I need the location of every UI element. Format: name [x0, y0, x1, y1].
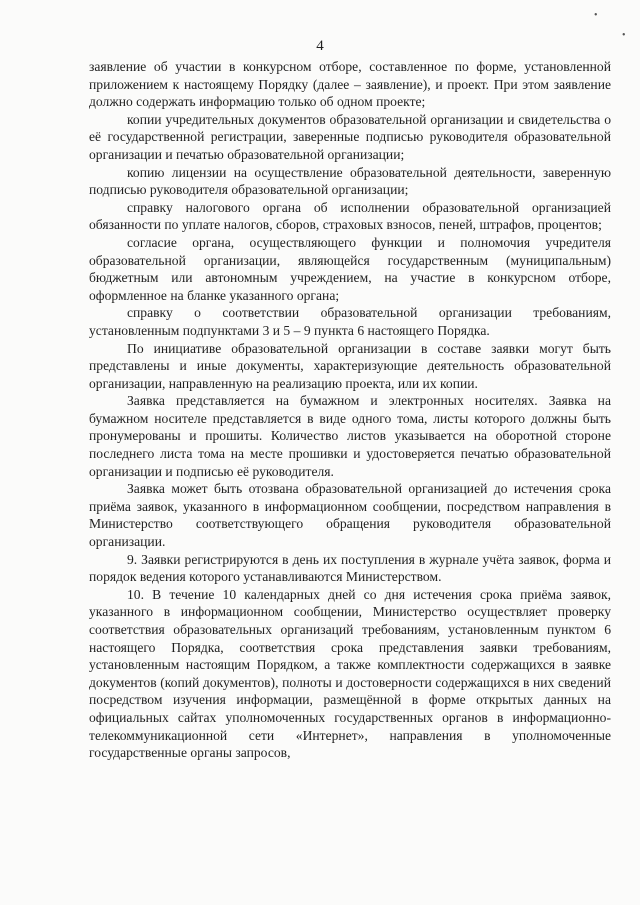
paragraph-section-9: 9. Заявки регистрируются в день их поступления в журнале учёта заявок, форма и порядок ведения которого устанавливаются Министерством. [89, 551, 611, 585]
paragraph-withdrawal: Заявка может быть отозвана образовательной организацией до истечения срока приёма заявок, указанного в информационном сообщении, посредством направления в Министерство соответствующего обращения руководителя образовательной организации. [89, 481, 611, 550]
scan-speck: • [622, 30, 626, 41]
paragraph-section-10: 10. В течение 10 календарных дней со дня истечения срока приёма заявок, указанного в информационном сообщении, Министерство осуществляет проверку соответствия образовательных организаций требованиям, установленным пунктом 6 настоящего Порядка, соответствия срока представления заявки требованиям, установленным настоящим Порядком, а также комплектности содержащихся в заявке документов (копий документов), полноты и достоверности содержащихся в них сведений посредством изучения информации, размещённой в форме открытых данных на официальных сайтах уполномоченных государственных органов в информационно-телекоммуникационной сети «Интернет», направления в уполномоченные государственные органы запросов, [89, 586, 611, 761]
paragraph-tax-certificate: справку налогового органа об исполнении образовательной организацией обязанности по уплате налогов, сборов, страховых взносов, пеней, штрафов, процентов; [89, 199, 611, 233]
paragraph-paper-media: Заявка представляется на бумажном и электронных носителях. Заявка на бумажном носителе представляется в виде одного тома, листы которого должны быть пронумерованы и прошиты. Количество листов указывается на оборотной стороне последнего листа тома на месте прошивки и удостоверяется печатью образовательной организации и подписью её руководителя. [89, 393, 611, 479]
document-body [89, 58, 611, 762]
paragraph-founder-consent: согласие органа, осуществляющего функции и полномочия учредителя образовательной организации, являющейся государственным (муниципальным) бюджетным или автономным учреждением, на участие в конкурсном отборе, оформленное на бланке указанного органа; [89, 234, 611, 303]
page-number: 4 [316, 38, 324, 54]
paragraph-compliance-certificate: справку о соответствии образовательной организации требованиям, установленным подпунктами 3 и 5 – 9 пункта 6 настоящего Порядка. [89, 305, 611, 338]
paragraph-license-copy: копию лицензии на осуществление образовательной деятельности, заверенную подписью руководителя образовательной организации; [89, 164, 611, 198]
scan-speck: • [594, 10, 598, 21]
paragraph-application: заявление об участии в конкурсном отборе, составленное по форме, установленной приложением к настоящему Порядку (далее – заявление), и проект. При этом заявление должно содержать информацию только об одном проекте; [89, 59, 611, 110]
paragraph-charter-copies: копии учредительных документов образовательной организации и свидетельства о её государственной регистрации, заверенные подписью руководителя образовательной организации и печатью образовательной организации; [89, 111, 611, 162]
paragraph-other-documents: По инициативе образовательной организации в составе заявки могут быть представлены и иные документы, характеризующие деятельность образовательной организации, направленную на реализацию проекта, или их копии. [89, 340, 611, 391]
